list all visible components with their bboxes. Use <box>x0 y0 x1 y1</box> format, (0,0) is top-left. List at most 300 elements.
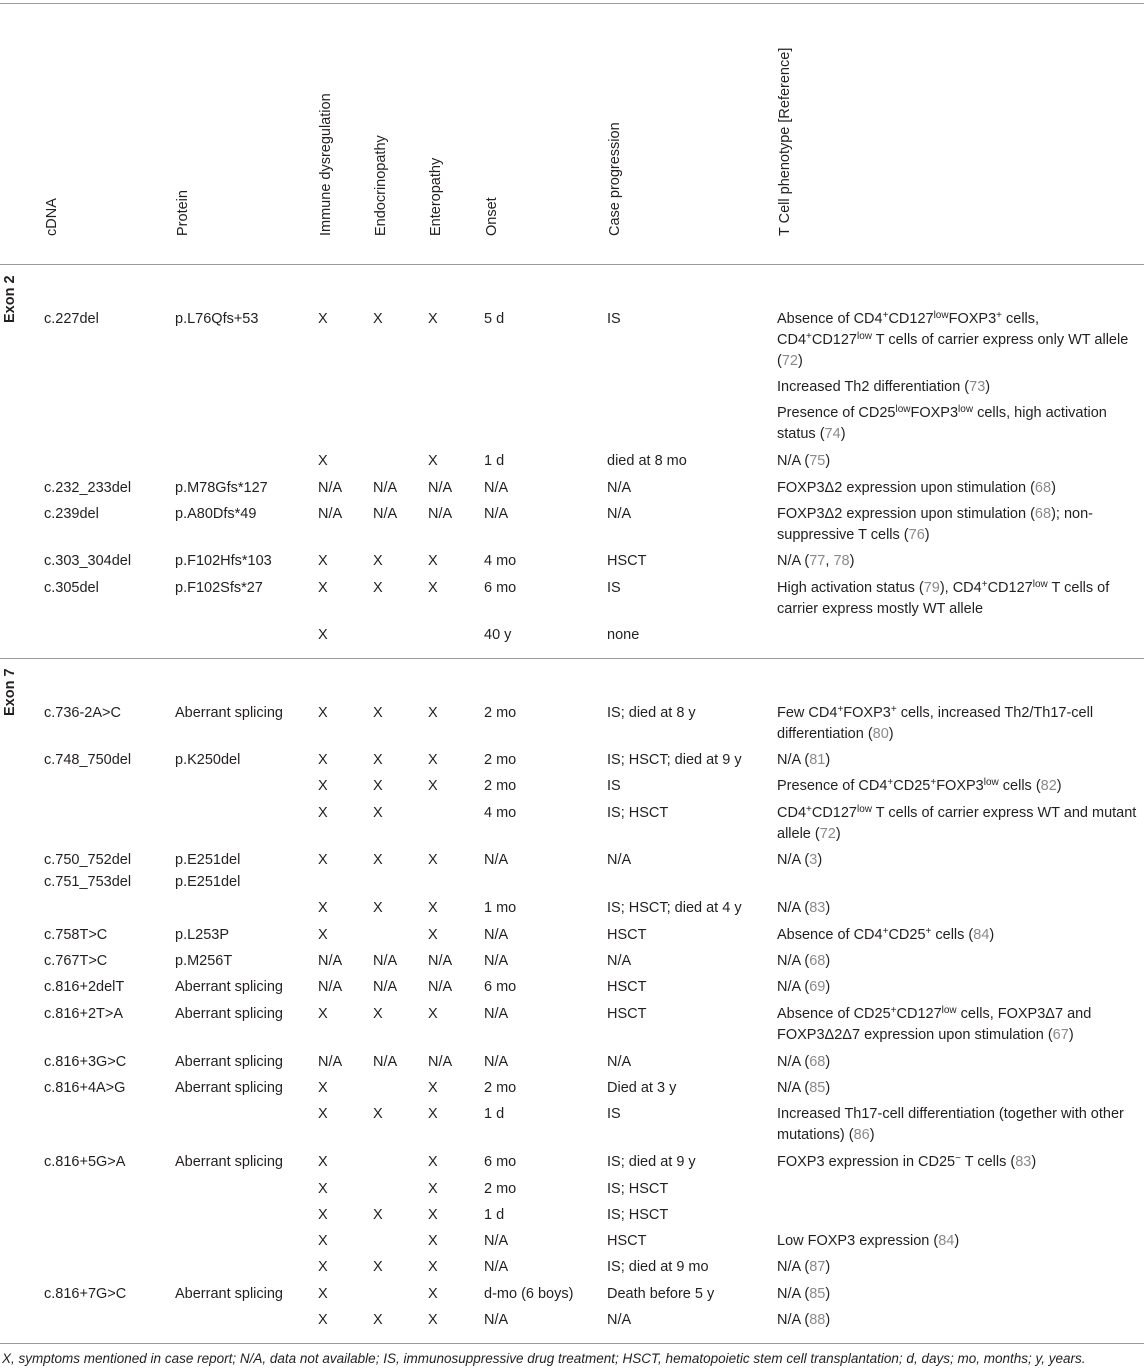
superscript: − <box>955 1153 961 1164</box>
phenotype-text: ) <box>825 1286 831 1302</box>
phenotype-text: Absence of CD25 <box>777 1006 891 1022</box>
endocrinopathy-cell: X <box>373 311 383 327</box>
case-progression-cell: IS; HSCT <box>607 805 669 821</box>
immune-dysregulation-cell: N/A <box>318 480 343 496</box>
phenotype-text: N/A ( <box>777 752 810 768</box>
t-cell-phenotype-cell <box>777 951 1137 972</box>
reference-link: 69 <box>809 979 826 995</box>
immune-dysregulation-cell: X <box>318 1312 328 1328</box>
reference-link: 78 <box>833 553 850 569</box>
enteropathy-cell: X <box>428 1006 438 1022</box>
cdna-cell: c.750_752del <box>44 852 132 868</box>
phenotype-text: Low FOXP3 expression ( <box>777 1233 939 1249</box>
superscript: + <box>882 310 889 321</box>
reference-link: 83 <box>1015 1154 1032 1170</box>
reference-link: 80 <box>872 726 889 742</box>
t-cell-phenotype-cell <box>777 977 1137 998</box>
endocrinopathy-cell: N/A <box>373 506 398 522</box>
onset-cell: d-mo (6 boys) <box>484 1286 574 1302</box>
enteropathy-cell: X <box>428 705 438 721</box>
reference-link: 68 <box>1034 480 1052 496</box>
reference-link: 75 <box>809 453 826 469</box>
phenotype-text: Increased Th2 differentiation ( <box>777 379 970 395</box>
endocrinopathy-cell: X <box>373 1312 383 1328</box>
onset-cell: 5 d <box>484 311 505 327</box>
immune-dysregulation-cell: X <box>318 580 328 596</box>
case-progression-cell: N/A <box>607 1054 632 1070</box>
onset-cell: N/A <box>484 506 509 522</box>
phenotype-text: N/A ( <box>777 1286 810 1302</box>
endocrinopathy-cell: X <box>373 705 383 721</box>
protein-cell: Aberrant splicing <box>175 979 283 995</box>
superscript: + <box>930 777 937 788</box>
endocrinopathy-cell: X <box>373 1259 383 1275</box>
t-cell-phenotype-cell <box>777 1152 1137 1173</box>
phenotype-text: ) <box>825 752 831 768</box>
reference-link: 72 <box>819 826 836 842</box>
onset-cell: 4 mo <box>484 805 517 821</box>
immune-dysregulation-cell: X <box>318 1106 328 1122</box>
case-progression-cell: IS; died at 9 y <box>607 1154 696 1170</box>
reference-link: 68 <box>809 953 826 969</box>
phenotype-text: ) <box>869 1127 875 1143</box>
phenotype-text: cells, increased Th2/Th17-cell differentiation ( <box>777 705 1094 742</box>
enteropathy-cell: X <box>428 1106 438 1122</box>
phenotype-text: FOXP3 <box>936 778 984 794</box>
t-cell-phenotype-cell <box>777 1052 1137 1073</box>
reference-link: 82 <box>1040 778 1057 794</box>
reference-link: 79 <box>923 580 940 596</box>
case-progression-cell: IS; HSCT; died at 9 y <box>607 752 742 768</box>
t-cell-phenotype-cell <box>777 1257 1137 1278</box>
header-cdna: cDNA <box>44 198 60 236</box>
phenotype-text: cells, high activation status ( <box>777 405 1107 442</box>
onset-cell: 6 mo <box>484 1154 517 1170</box>
phenotype-text: N/A ( <box>777 1054 810 1070</box>
phenotype-text: Increased Th17-cell differentiation (together with other mutations) ( <box>777 1106 1124 1143</box>
enteropathy-cell: X <box>428 852 438 868</box>
immune-dysregulation-cell: N/A <box>318 506 343 522</box>
phenotype-text: High activation status ( <box>777 580 924 596</box>
superscript: low <box>857 804 873 815</box>
case-progression-cell: N/A <box>607 1312 632 1328</box>
endocrinopathy-cell: X <box>373 1207 383 1223</box>
immune-dysregulation-cell: X <box>318 1006 328 1022</box>
cdna-cell: c.816+3G>C <box>44 1054 127 1070</box>
table-footnote: X, symptoms mentioned in case report; N/A, data not available; IS, immunosuppressive drug treatment; HSCT, hematopoietic stem cell transplantation; d, days; mo, months; y, years. <box>2 1351 1086 1366</box>
section-label-exon-2: Exon 2 <box>2 275 18 323</box>
onset-cell: 1 mo <box>484 900 517 916</box>
t-cell-phenotype-cell <box>777 1310 1137 1331</box>
protein-cell: p.E251del <box>175 852 241 868</box>
enteropathy-cell: X <box>428 311 438 327</box>
cdna-cell: c.758T>C <box>44 927 108 943</box>
superscript: + <box>887 777 894 788</box>
superscript: + <box>837 704 844 715</box>
endocrinopathy-cell: N/A <box>373 480 398 496</box>
t-cell-phenotype-cell <box>777 703 1137 745</box>
phenotype-text: N/A ( <box>777 852 810 868</box>
case-progression-cell: IS; HSCT <box>607 1181 669 1197</box>
table-bottom-rule <box>0 1343 1144 1344</box>
endocrinopathy-cell: X <box>373 900 383 916</box>
header-endocrinopathy: Endocrinopathy <box>373 135 389 236</box>
case-progression-cell: N/A <box>607 506 632 522</box>
onset-cell: 6 mo <box>484 979 517 995</box>
phenotype-text: ) <box>825 953 831 969</box>
t-cell-phenotype-cell <box>777 309 1137 372</box>
phenotype-text: cells ( <box>931 927 974 943</box>
onset-cell: N/A <box>484 953 509 969</box>
case-progression-cell: IS; HSCT; died at 4 y <box>607 900 742 916</box>
superscript: low <box>983 777 999 788</box>
phenotype-text: CD127 <box>811 332 857 348</box>
superscript: + <box>925 926 932 937</box>
onset-cell: 2 mo <box>484 1080 517 1096</box>
phenotype-text: N/A ( <box>777 1259 810 1275</box>
enteropathy-cell: N/A <box>428 979 453 995</box>
protein-cell: p.L253P <box>175 927 230 943</box>
superscript: low <box>857 331 873 342</box>
endocrinopathy-cell: N/A <box>373 1054 398 1070</box>
enteropathy-cell: X <box>428 1181 438 1197</box>
case-progression-cell: HSCT <box>607 1233 647 1249</box>
phenotype-text: CD127 <box>896 1006 942 1022</box>
enteropathy-cell: N/A <box>428 953 453 969</box>
endocrinopathy-cell: X <box>373 752 383 768</box>
phenotype-text: T cells of carrier express mostly WT allele <box>777 580 1110 617</box>
phenotype-text: , <box>825 553 834 569</box>
immune-dysregulation-cell: X <box>318 1154 328 1170</box>
protein-cell: Aberrant splicing <box>175 1154 283 1170</box>
endocrinopathy-cell: X <box>373 778 383 794</box>
protein-cell: p.A80Dfs*49 <box>175 506 257 522</box>
phenotype-text: CD25 <box>893 778 931 794</box>
onset-cell: 4 mo <box>484 553 517 569</box>
reference-link: 76 <box>908 527 925 543</box>
phenotype-text: ), CD4 <box>939 580 982 596</box>
superscript: + <box>882 926 889 937</box>
onset-cell: 6 mo <box>484 580 517 596</box>
enteropathy-cell: X <box>428 1154 438 1170</box>
cdna-cell: c.227del <box>44 311 99 327</box>
header-enteropathy: Enteropathy <box>428 157 444 236</box>
section-label-exon-7: Exon 7 <box>2 668 18 716</box>
onset-cell: 1 d <box>484 1106 505 1122</box>
reference-link: 3 <box>809 852 818 868</box>
enteropathy-cell: N/A <box>428 480 453 496</box>
phenotype-text: N/A ( <box>777 453 810 469</box>
onset-cell: 2 mo <box>484 752 517 768</box>
phenotype-text: ) <box>825 1259 831 1275</box>
reference-link: 84 <box>938 1233 955 1249</box>
phenotype-text: Presence of CD25 <box>777 405 896 421</box>
t-cell-phenotype-cell <box>777 925 1137 946</box>
phenotype-text: ) <box>825 1312 831 1328</box>
case-progression-cell: IS <box>607 1106 621 1122</box>
reference-link: 67 <box>1052 1027 1069 1043</box>
case-progression-cell: IS <box>607 580 621 596</box>
onset-cell: N/A <box>484 1312 509 1328</box>
enteropathy-cell: X <box>428 778 438 794</box>
endocrinopathy-cell: X <box>373 1006 383 1022</box>
header-t-cell-phenotype: T Cell phenotype [Reference] <box>777 47 793 236</box>
immune-dysregulation-cell: X <box>318 1233 328 1249</box>
case-progression-cell: IS <box>607 778 621 794</box>
cdna-cell: c.232_233del <box>44 480 132 496</box>
onset-cell: N/A <box>484 852 509 868</box>
immune-dysregulation-cell: X <box>318 805 328 821</box>
enteropathy-cell: N/A <box>428 506 453 522</box>
superscript: low <box>933 310 949 321</box>
header-bottom-rule <box>0 264 1144 265</box>
reference-link: 84 <box>973 927 990 943</box>
t-cell-phenotype-cell <box>777 776 1137 797</box>
phenotype-text: cells ( <box>998 778 1041 794</box>
t-cell-phenotype-cell <box>777 898 1137 919</box>
t-cell-phenotype-cell <box>777 478 1137 499</box>
superscript: + <box>890 1005 897 1016</box>
superscript: low <box>1032 579 1048 590</box>
reference-link: 87 <box>809 1259 826 1275</box>
onset-cell: 1 d <box>484 453 505 469</box>
t-cell-phenotype-cell <box>777 803 1137 845</box>
onset-cell: N/A <box>484 1054 509 1070</box>
phenotype-text: ) <box>825 979 831 995</box>
superscript: + <box>806 331 812 342</box>
superscript: low <box>941 1005 957 1016</box>
enteropathy-cell: X <box>428 453 438 469</box>
case-progression-cell: IS; died at 8 y <box>607 705 696 721</box>
phenotype-text: cells, FOXP3Δ7 and FOXP3Δ2Δ7 expression upon stimulation ( <box>777 1006 1092 1043</box>
onset-cell: 2 mo <box>484 778 517 794</box>
immune-dysregulation-cell: X <box>318 453 328 469</box>
onset-cell: N/A <box>484 1233 509 1249</box>
case-progression-cell: IS; HSCT <box>607 1207 669 1223</box>
phenotype-text: ) <box>985 379 991 395</box>
protein-cell: Aberrant splicing <box>175 1286 283 1302</box>
immune-dysregulation-cell: X <box>318 1181 328 1197</box>
header-case-progression: Case progression <box>607 122 623 236</box>
phenotype-text: Presence of CD4 <box>777 778 888 794</box>
case-progression-cell: HSCT <box>607 1006 647 1022</box>
phenotype-text: ) <box>1056 778 1062 794</box>
phenotype-text: N/A ( <box>777 979 810 995</box>
immune-dysregulation-cell: N/A <box>318 1054 343 1070</box>
cdna-cell: c.816+2T>A <box>44 1006 123 1022</box>
phenotype-text: N/A ( <box>777 900 810 916</box>
protein-cell: p.M256T <box>175 953 233 969</box>
phenotype-text: FOXP3Δ2 expression upon stimulation ( <box>777 480 1035 496</box>
case-progression-cell: HSCT <box>607 927 647 943</box>
enteropathy-cell: X <box>428 1080 438 1096</box>
table-top-rule <box>0 3 1144 4</box>
immune-dysregulation-cell: X <box>318 627 328 643</box>
phenotype-text: ) <box>817 852 823 868</box>
superscript: + <box>996 310 1002 321</box>
immune-dysregulation-cell: X <box>318 778 328 794</box>
header-immune-dysregulation: Immune dysregulation <box>318 93 334 236</box>
case-progression-cell: N/A <box>607 953 632 969</box>
phenotype-text: Absence of CD4 <box>777 311 883 327</box>
phenotype-text: CD25 <box>888 927 926 943</box>
endocrinopathy-cell: X <box>373 852 383 868</box>
protein-cell: p.L76Qfs+53 <box>175 311 259 327</box>
phenotype-text: N/A ( <box>777 1080 810 1096</box>
header-protein: Protein <box>175 190 191 236</box>
phenotype-text: T cells ( <box>960 1154 1016 1170</box>
case-progression-cell: none <box>607 627 640 643</box>
cdna-cell: c.736-2A>C <box>44 705 121 721</box>
reference-link: 77 <box>809 553 826 569</box>
phenotype-text: T cells of carrier express WT and mutant allele ( <box>777 805 1137 842</box>
enteropathy-cell: X <box>428 1259 438 1275</box>
protein-cell: Aberrant splicing <box>175 705 283 721</box>
t-cell-phenotype-cell <box>777 1104 1137 1146</box>
onset-cell: 1 d <box>484 1207 505 1223</box>
onset-cell: N/A <box>484 927 509 943</box>
case-progression-cell: N/A <box>607 852 632 868</box>
enteropathy-cell: X <box>428 1286 438 1302</box>
cdna-cell: c.305del <box>44 580 99 596</box>
onset-cell: 2 mo <box>484 1181 517 1197</box>
cdna-cell: c.816+4A>G <box>44 1080 126 1096</box>
protein-cell: p.M78Gfs*127 <box>175 480 268 496</box>
endocrinopathy-cell: X <box>373 580 383 596</box>
phenotype-text: ) <box>1031 1154 1037 1170</box>
immune-dysregulation-cell: X <box>318 927 328 943</box>
reference-link: 86 <box>853 1127 870 1143</box>
phenotype-text: T cells of carrier express only WT allele ( <box>777 332 1129 369</box>
protein-cell: Aberrant splicing <box>175 1006 283 1022</box>
protein-cell: Aberrant splicing <box>175 1054 283 1070</box>
phenotype-text: N/A ( <box>777 953 810 969</box>
phenotype-text: Few CD4 <box>777 705 838 721</box>
case-progression-cell: died at 8 mo <box>607 453 687 469</box>
immune-dysregulation-cell: X <box>318 705 328 721</box>
enteropathy-cell: X <box>428 1312 438 1328</box>
endocrinopathy-cell: X <box>373 1106 383 1122</box>
phenotype-text: CD127 <box>888 311 934 327</box>
phenotype-text: N/A ( <box>777 1312 810 1328</box>
superscript: + <box>890 704 897 715</box>
reference-link: 83 <box>809 900 826 916</box>
cdna-cell: c.816+2delT <box>44 979 125 995</box>
t-cell-phenotype-cell <box>777 1004 1137 1046</box>
case-progression-cell: HSCT <box>607 553 647 569</box>
immune-dysregulation-cell: N/A <box>318 953 343 969</box>
case-progression-cell: Death before 5 y <box>607 1286 715 1302</box>
onset-cell: 2 mo <box>484 705 517 721</box>
immune-dysregulation-cell: X <box>318 752 328 768</box>
case-progression-cell: Died at 3 y <box>607 1080 677 1096</box>
t-cell-phenotype-cell <box>777 403 1137 445</box>
reference-link: 74 <box>824 426 841 442</box>
immune-dysregulation-cell: X <box>318 311 328 327</box>
cdna-cell: c.239del <box>44 506 99 522</box>
endocrinopathy-cell: X <box>373 805 383 821</box>
protein-cell: p.E251del <box>175 874 241 890</box>
endocrinopathy-cell: N/A <box>373 979 398 995</box>
phenotype-text: ) <box>1068 1027 1074 1043</box>
phenotype-text: ) <box>825 453 831 469</box>
phenotype-text: N/A ( <box>777 553 810 569</box>
onset-cell: 40 y <box>484 627 512 643</box>
phenotype-text: Absence of CD4 <box>777 927 883 943</box>
phenotype-text: ) <box>835 826 841 842</box>
phenotype-text: ) <box>954 1233 960 1249</box>
phenotype-text: CD127 <box>987 580 1033 596</box>
enteropathy-cell: X <box>428 927 438 943</box>
protein-cell: p.F102Sfs*27 <box>175 580 263 596</box>
immune-dysregulation-cell: X <box>318 1207 328 1223</box>
superscript: + <box>981 579 988 590</box>
phenotype-text: ) <box>797 353 803 369</box>
enteropathy-cell: X <box>428 580 438 596</box>
reference-link: 81 <box>809 752 826 768</box>
case-progression-cell: N/A <box>607 480 632 496</box>
phenotype-text: ) <box>989 927 995 943</box>
enteropathy-cell: X <box>428 752 438 768</box>
phenotype-text: FOXP3 expression in CD25 <box>777 1154 956 1170</box>
enteropathy-cell: N/A <box>428 1054 453 1070</box>
t-cell-phenotype-cell <box>777 551 1137 572</box>
t-cell-phenotype-cell <box>777 377 1137 398</box>
phenotype-text: cells, CD4 <box>777 311 1040 348</box>
phenotype-text: ) <box>825 1080 831 1096</box>
t-cell-phenotype-cell <box>777 578 1137 620</box>
phenotype-text: ) <box>840 426 846 442</box>
case-progression-cell: IS <box>607 311 621 327</box>
t-cell-phenotype-cell <box>777 1078 1137 1099</box>
t-cell-phenotype-cell <box>777 1284 1137 1305</box>
cdna-cell: c.748_750del <box>44 752 132 768</box>
phenotype-text: FOXP3 <box>843 705 891 721</box>
phenotype-text: ) <box>924 527 930 543</box>
protein-cell: p.F102Hfs*103 <box>175 553 272 569</box>
reference-link: 68 <box>809 1054 826 1070</box>
t-cell-phenotype-cell <box>777 750 1137 771</box>
phenotype-text: ) <box>888 726 894 742</box>
phenotype-text: ); non-suppressive T cells ( <box>777 506 1093 543</box>
enteropathy-cell: X <box>428 553 438 569</box>
phenotype-text: FOXP3 <box>948 311 997 327</box>
enteropathy-cell: X <box>428 900 438 916</box>
onset-cell: N/A <box>484 480 509 496</box>
case-progression-cell: HSCT <box>607 979 647 995</box>
reference-link: 88 <box>809 1312 826 1328</box>
phenotype-text: ) <box>849 553 855 569</box>
endocrinopathy-cell: N/A <box>373 953 398 969</box>
superscript: low <box>895 404 911 415</box>
reference-link: 72 <box>781 353 798 369</box>
phenotype-text: CD127 <box>811 805 857 821</box>
section-divider-rule <box>0 658 1144 659</box>
phenotype-text: ) <box>825 900 831 916</box>
onset-cell: N/A <box>484 1259 509 1275</box>
t-cell-phenotype-cell <box>777 1231 1137 1252</box>
endocrinopathy-cell: X <box>373 553 383 569</box>
immune-dysregulation-cell: N/A <box>318 979 343 995</box>
enteropathy-cell: X <box>428 1207 438 1223</box>
immune-dysregulation-cell: X <box>318 1286 328 1302</box>
immune-dysregulation-cell: X <box>318 900 328 916</box>
cdna-cell: c.816+5G>A <box>44 1154 126 1170</box>
phenotype-text: FOXP3 <box>910 405 959 421</box>
cdna-cell: c.816+7G>C <box>44 1286 127 1302</box>
cdna-cell: c.751_753del <box>44 874 132 890</box>
reference-link: 73 <box>969 379 986 395</box>
